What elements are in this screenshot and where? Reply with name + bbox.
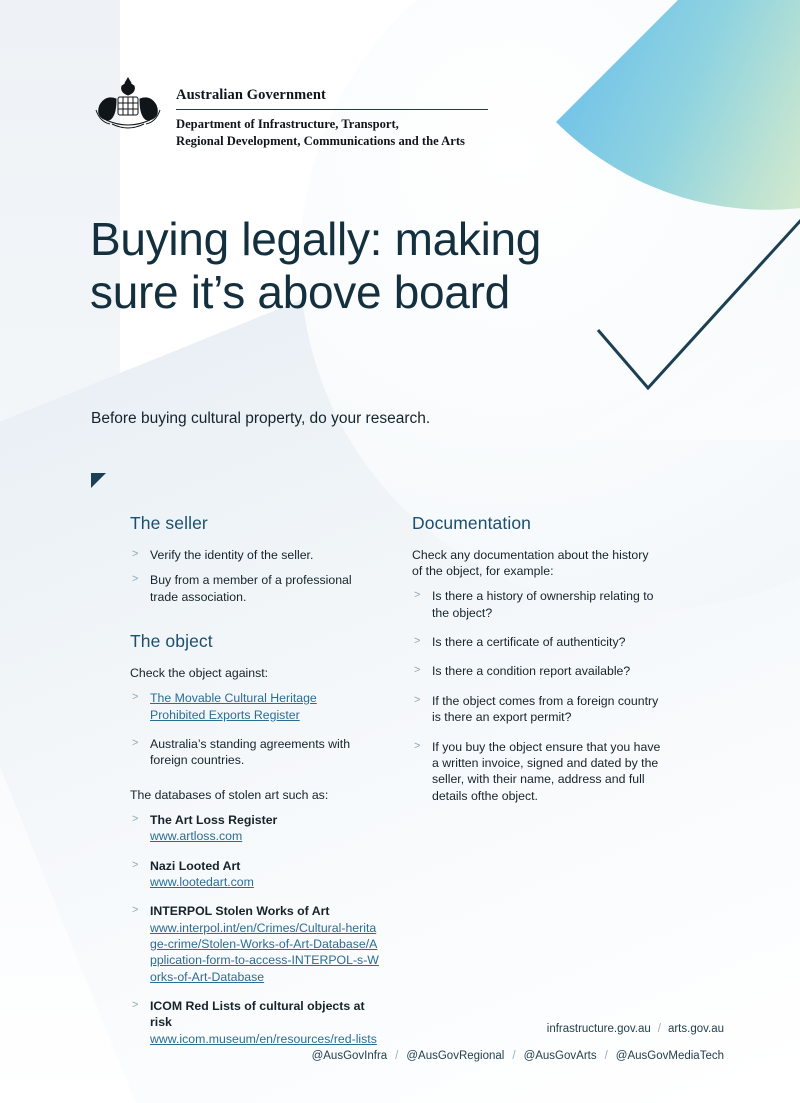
government-branding — [92, 72, 488, 150]
footer-separator: / — [512, 1050, 516, 1062]
documentation-list — [412, 588, 662, 803]
list-item — [412, 693, 662, 726]
chevron-right-icon: > — [132, 691, 139, 704]
left-column — [130, 513, 380, 1060]
list-item-text: Verify the identity of the seller. — [150, 548, 314, 562]
social-handle-ausgovarts[interactable]: @AusGovArts — [523, 1050, 597, 1062]
list-item — [412, 588, 662, 621]
page-footer — [0, 1017, 800, 1103]
list-item — [130, 572, 380, 605]
section-heading-seller: The seller — [130, 513, 208, 533]
database-link-icom-red-lists[interactable]: www.icom.museum/en/resources/red-lists — [150, 1031, 377, 1046]
chevron-right-icon: > — [414, 664, 421, 677]
list-item — [130, 903, 380, 985]
database-link-artloss[interactable]: www.artloss.com — [150, 829, 243, 844]
chevron-right-icon: > — [414, 589, 421, 602]
chevron-right-icon: > — [132, 904, 139, 917]
corner-triangle-mark — [91, 473, 106, 488]
footer-social-handles — [312, 1050, 724, 1062]
list-item-text: Is there a certificate of authenticity? — [432, 635, 626, 650]
footer-websites — [547, 1023, 724, 1035]
list-item-text: Is there a condition report available? — [432, 664, 631, 679]
list-item — [412, 739, 662, 804]
list-item — [130, 812, 380, 845]
link-text-line2: Prohibited Exports Register — [150, 707, 300, 722]
chevron-right-icon: > — [414, 739, 421, 752]
social-handle-ausgovinfra[interactable]: @AusGovInfra — [311, 1050, 388, 1062]
seller-list — [130, 547, 380, 605]
database-name: INTERPOL Stolen Works of Art — [150, 904, 330, 919]
link-text-line1: The Movable Cultural Heritage — [150, 691, 317, 706]
documentation-lead-text: Check any documentation about the history of the object, for example: — [412, 548, 649, 579]
stolen-art-databases-list — [130, 812, 380, 1047]
footer-separator: / — [395, 1050, 399, 1062]
database-name: The Art Loss Register — [150, 812, 278, 827]
list-item — [412, 663, 662, 679]
list-item — [130, 736, 380, 769]
department-name-line2: Regional Development, Communications and the Arts — [176, 134, 465, 149]
social-handle-ausgovmediatech[interactable]: @AusGovMediaTech — [615, 1050, 724, 1062]
object-check-list — [130, 690, 380, 768]
section-heading-documentation: Documentation — [412, 513, 532, 533]
chevron-right-icon: > — [132, 998, 139, 1011]
list-item-text: Australia’s standing agreements with foreign countries. — [150, 736, 351, 768]
chevron-right-icon: > — [132, 812, 139, 825]
page-subtitle: Before buying cultural property, do your research. — [91, 410, 431, 427]
department-name-line1: Department of Infrastructure, Transport, — [176, 117, 399, 132]
government-text-block — [176, 72, 488, 150]
list-item — [130, 858, 380, 891]
chevron-right-icon: > — [132, 736, 139, 749]
databases-lead-text: The databases of stolen art such as: — [130, 787, 329, 802]
database-link-lootedart[interactable]: www.lootedart.com — [150, 874, 254, 889]
list-item-text: If you buy the object ensure that you have a written invoice, signed and dated by the seller, with their name, address and full details ofthe object. — [432, 739, 661, 803]
page-title: Buying legally: making sure it’s above board — [90, 213, 542, 318]
government-title: Australian Government — [176, 87, 326, 103]
footer-separator: / — [657, 1023, 661, 1035]
object-lead-text: Check the object against: — [130, 666, 269, 681]
database-name: ICOM Red Lists of cultural objects at risk — [150, 998, 365, 1030]
chevron-right-icon: > — [132, 573, 139, 586]
link-movable-cultural-heritage-register[interactable] — [150, 691, 317, 721]
list-item — [130, 547, 380, 563]
database-name: Nazi Looted Art — [150, 858, 241, 873]
footer-link-arts[interactable]: arts.gov.au — [667, 1023, 724, 1035]
chevron-right-icon: > — [132, 548, 139, 560]
chevron-right-icon: > — [414, 693, 421, 706]
list-item — [412, 634, 662, 650]
chevron-right-icon: > — [414, 635, 421, 648]
chevron-right-icon: > — [132, 858, 139, 871]
right-column — [412, 513, 662, 817]
footer-separator: / — [604, 1050, 608, 1062]
list-item — [130, 690, 380, 723]
header-divider — [176, 109, 488, 110]
list-item-text: Buy from a member of a professional trade association. — [150, 573, 352, 604]
footer-link-infrastructure[interactable]: infrastructure.gov.au — [546, 1023, 651, 1035]
list-item-text: If the object comes from a foreign country is there an export permit? — [432, 693, 659, 725]
australian-coat-of-arms-icon — [92, 72, 164, 134]
social-handle-ausgovregional[interactable]: @AusGovRegional — [406, 1050, 505, 1062]
section-heading-object: The object — [130, 631, 213, 652]
database-link-interpol[interactable]: www.interpol.int/en/Crimes/Cultural-heritage-crime/Stolen-Works-of-Art-Database/Application-form-to-access-INTERPOL-s-Works-of-Art-Database — [150, 920, 379, 984]
list-item-text: Is there a history of ownership relating to the object? — [432, 589, 654, 620]
